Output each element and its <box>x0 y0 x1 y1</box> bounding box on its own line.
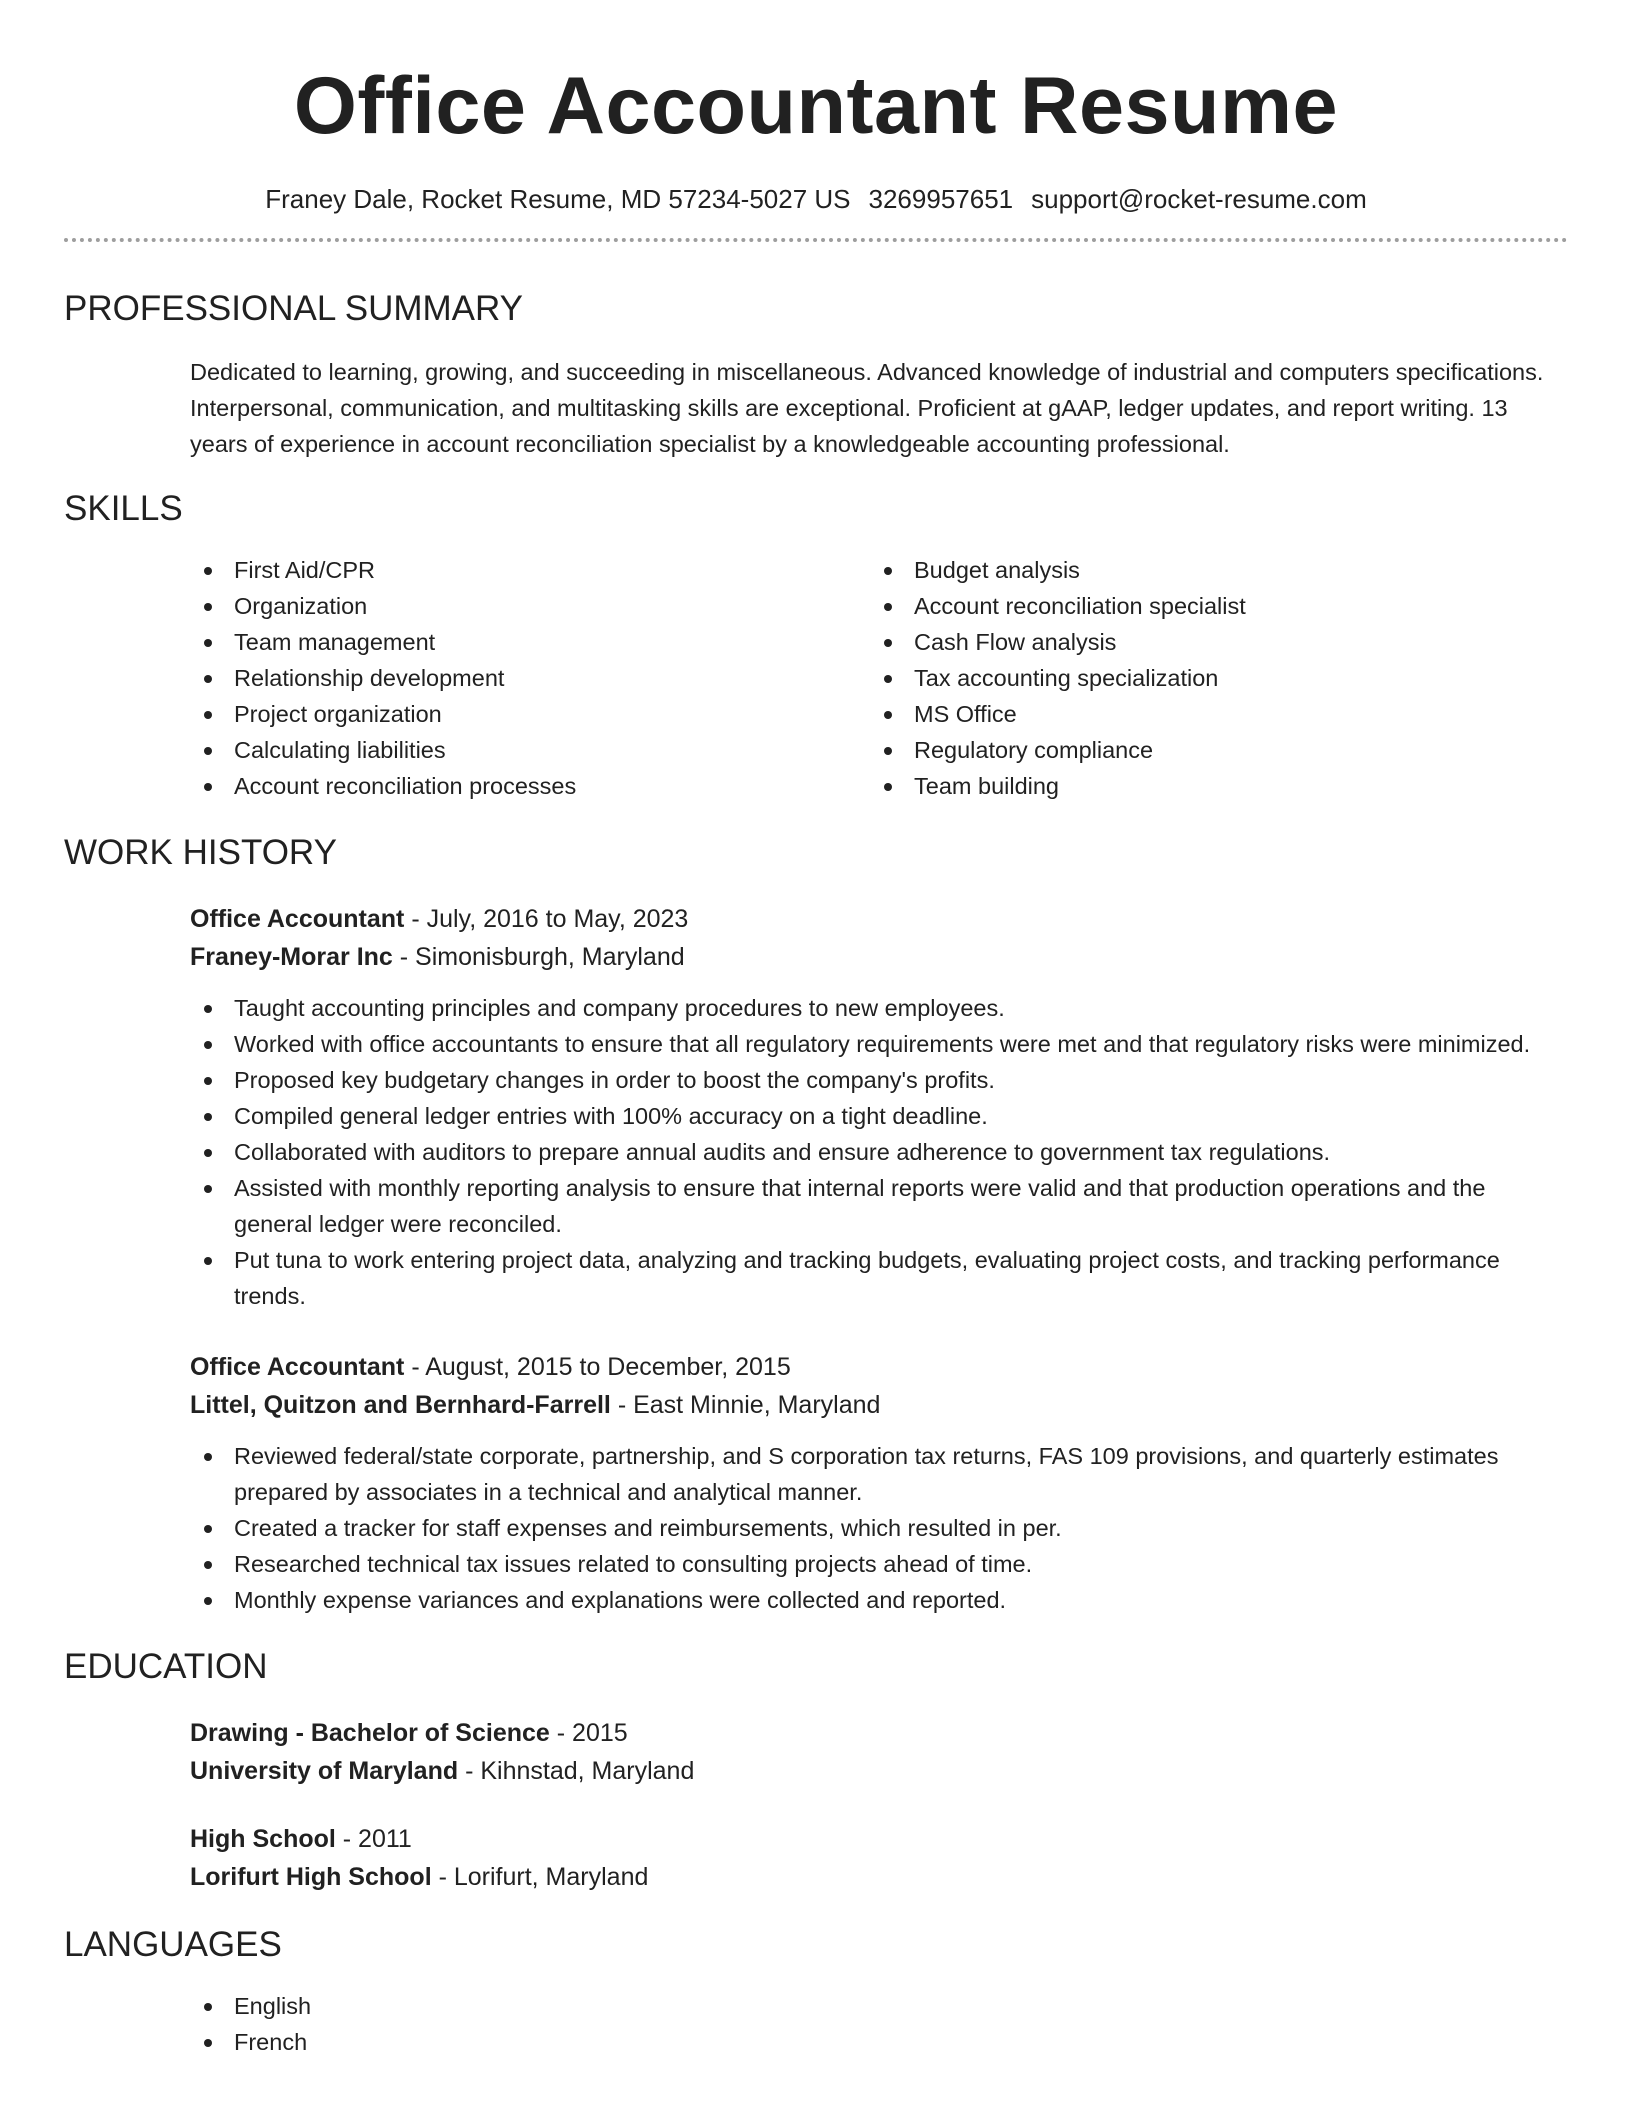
skill-item: Calculating liabilities <box>190 732 870 768</box>
header-divider <box>64 238 1568 242</box>
job-location: - East Minnie, Maryland <box>610 1391 881 1419</box>
work-section <box>64 832 1568 1618</box>
education-entry <box>190 1714 1568 1790</box>
job-title: Office Accountant <box>190 905 405 933</box>
education-degree-line <box>190 1820 1568 1858</box>
job-dates: - July, 2016 to May, 2023 <box>404 905 689 933</box>
job-bullet: Compiled general ledger entries with 100% accuracy on a tight deadline. <box>190 1098 1568 1134</box>
skill-item: Regulatory compliance <box>870 732 1550 768</box>
skill-item: Account reconciliation processes <box>190 768 870 804</box>
skills-left-list <box>190 552 870 804</box>
resume-title: Office Accountant Resume <box>293 61 1339 151</box>
skills-right-list <box>870 552 1550 804</box>
job-bullet: Collaborated with auditors to prepare annual audits and ensure adherence to government tax regulations. <box>190 1134 1568 1170</box>
summary-section <box>64 288 1568 462</box>
skills-section <box>64 488 1568 804</box>
job-bullets <box>190 1438 1568 1618</box>
summary-heading: PROFESSIONAL SUMMARY <box>64 289 523 328</box>
job-title: Office Accountant <box>190 1353 405 1381</box>
job-company: Littel, Quitzon and Bernhard-Farrell <box>190 1391 611 1419</box>
skills-heading: SKILLS <box>64 489 183 528</box>
education-school-line <box>190 1858 1568 1896</box>
languages-heading: LANGUAGES <box>64 1925 282 1964</box>
job-entry <box>190 1348 1568 1618</box>
contact-email: support@rocket-resume.com <box>1031 184 1367 214</box>
skill-item: Team building <box>870 768 1550 804</box>
education-section <box>64 1646 1568 1896</box>
skill-item: MS Office <box>870 696 1550 732</box>
education-school-line <box>190 1752 1568 1790</box>
education-school: University of Maryland <box>190 1757 459 1785</box>
skill-item: Cash Flow analysis <box>870 624 1550 660</box>
education-location: - Kihnstad, Maryland <box>458 1757 695 1785</box>
skill-item: Team management <box>190 624 870 660</box>
skill-item: First Aid/CPR <box>190 552 870 588</box>
skills-columns <box>190 552 1568 804</box>
job-title-line <box>190 900 1568 938</box>
contact-line <box>64 182 1568 216</box>
skill-item: Budget analysis <box>870 552 1550 588</box>
job-bullet: Monthly expense variances and explanations were collected and reported. <box>190 1582 1568 1618</box>
skill-item: Tax accounting specialization <box>870 660 1550 696</box>
work-heading: WORK HISTORY <box>64 833 337 872</box>
contact-address: Franey Dale, Rocket Resume, MD 57234-5027 US <box>265 184 851 214</box>
job-company-line <box>190 1386 1568 1424</box>
education-degree: Drawing - Bachelor of Science <box>190 1719 550 1747</box>
contact-phone: 3269957651 <box>868 184 1014 214</box>
languages-section <box>64 1924 1568 2060</box>
job-entry <box>190 900 1568 1314</box>
job-bullet: Proposed key budgetary changes in order to boost the company's profits. <box>190 1062 1568 1098</box>
language-item: English <box>190 1988 1568 2024</box>
skill-item: Account reconciliation specialist <box>870 588 1550 624</box>
job-bullet: Assisted with monthly reporting analysis to ensure that internal reports were valid and that production operations and the general ledger were reconciled. <box>190 1170 1568 1242</box>
languages-list <box>190 1988 1568 2060</box>
work-entries <box>190 900 1568 1618</box>
job-bullet: Researched technical tax issues related to consulting projects ahead of time. <box>190 1546 1568 1582</box>
job-bullets <box>190 990 1568 1314</box>
job-title-line <box>190 1348 1568 1386</box>
education-degree: High School <box>190 1825 336 1853</box>
skill-item: Relationship development <box>190 660 870 696</box>
education-location: - Lorifurt, Maryland <box>431 1863 649 1891</box>
education-entry <box>190 1820 1568 1896</box>
job-bullet: Created a tracker for staff expenses and reimbursements, which resulted in per. <box>190 1510 1568 1546</box>
job-company-line <box>190 938 1568 976</box>
job-company: Franey-Morar Inc <box>190 943 393 971</box>
job-bullet: Put tuna to work entering project data, analyzing and tracking budgets, evaluating project costs, and tracking performance trends. <box>190 1242 1568 1314</box>
skill-item: Project organization <box>190 696 870 732</box>
job-bullet: Reviewed federal/state corporate, partnership, and S corporation tax returns, FAS 109 provisions, and quarterly estimates prepared by associates in a technical and analytical manner. <box>190 1438 1568 1510</box>
education-year: - 2015 <box>549 1719 628 1747</box>
job-location: - Simonisburgh, Maryland <box>392 943 685 971</box>
job-dates: - August, 2015 to December, 2015 <box>404 1353 791 1381</box>
summary-text: Dedicated to learning, growing, and succeeding in miscellaneous. Advanced knowledge of industrial and computers specifications. Interpersonal, communication, and multitasking skills are exceptional. Proficient at gAAP, ledger updates, and report writing. 13 years of experience in account reconciliation specialist by a knowledgeable accounting professional. <box>190 359 1544 457</box>
education-year: - 2011 <box>335 1825 412 1853</box>
skill-item: Organization <box>190 588 870 624</box>
job-bullet: Taught accounting principles and company procedures to new employees. <box>190 990 1568 1026</box>
education-entries <box>190 1714 1568 1896</box>
job-bullet: Worked with office accountants to ensure that all regulatory requirements were met and that regulatory risks were minimized. <box>190 1026 1568 1062</box>
education-school: Lorifurt High School <box>190 1863 432 1891</box>
language-item: French <box>190 2024 1568 2060</box>
education-heading: EDUCATION <box>64 1647 268 1686</box>
education-degree-line <box>190 1714 1568 1752</box>
